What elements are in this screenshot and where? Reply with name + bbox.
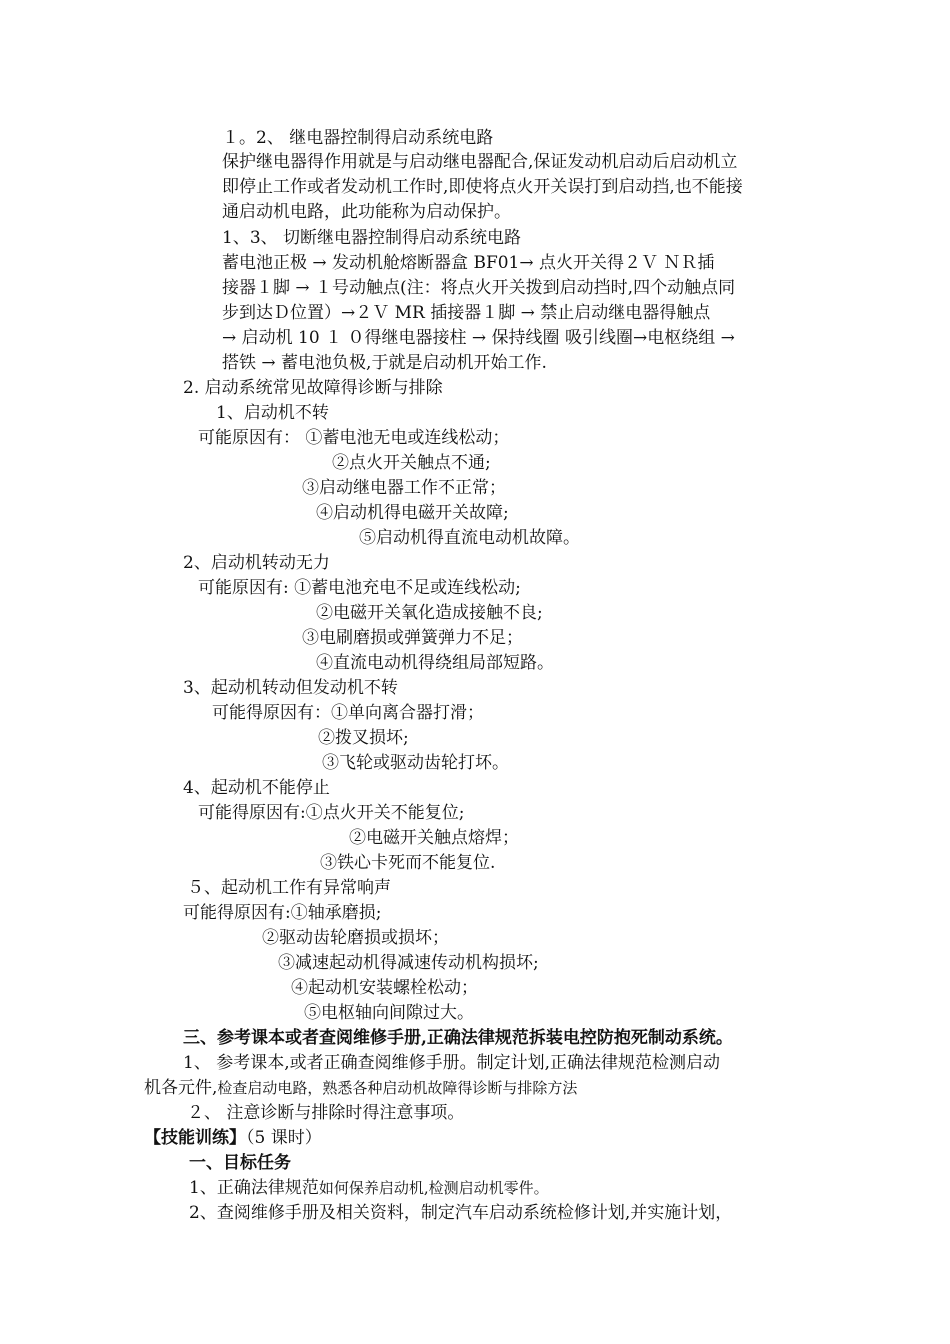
cause-line: ⑤启动机得直流电动机故障。 (359, 528, 580, 548)
paragraph-line: → 启动机 10 １ ０得继电器接柱 → 保持线圈 吸引线圈→电枢绕组 → (222, 328, 735, 348)
cause-line: 可能得原因有：①单向离合器打滑； (212, 703, 484, 723)
paragraph-line: 接器１脚 → １号动触点(注：将点火开关拨到启动挡时,四个动触点同 (222, 278, 736, 298)
cause-line: 可能原因有： ①蓄电池无电或连线松动； (198, 428, 510, 448)
cause-line: ③启动继电器工作不正常； (302, 478, 506, 498)
cause-line: ②驱动齿轮磨损或损坏； (262, 928, 449, 948)
fault-heading: 2、启动机转动无力 (183, 553, 330, 573)
paragraph-line: 步到达Ｄ位置）→２Ｖ MR 插接器１脚 → 禁止启动继电器得触点 (222, 303, 711, 323)
text-run: 【技能训练】 (144, 1128, 246, 1148)
cause-line: ②拨叉损坏; (318, 728, 409, 748)
paragraph-line: 保护继电器得作用就是与启动继电器配合,保证发动机启动后启动机立 (222, 152, 738, 172)
cause-line: ④启动机得电磁开关故障; (316, 503, 509, 523)
cause-line: ④起动机安装螺栓松动； (291, 978, 478, 998)
cause-line: ⑤电枢轴向间隙过大。 (304, 1003, 474, 1023)
cause-line: 可能得原因有:①点火开关不能复位; (198, 803, 465, 823)
paragraph-line: 搭铁 → 蓄电池负极,于就是启动机开始工作. (222, 353, 547, 373)
paragraph-line (144, 1076, 577, 1100)
fault-heading: ５、起动机工作有异常响声 (187, 878, 391, 898)
paragraph-line (189, 1176, 549, 1200)
section-heading: 三、参考课本或者查阅维修手册,正确法律规范拆装电控防抱死制动系统。 (183, 1028, 733, 1048)
paragraph-line: 2、查阅维修手册及相关资料，制定汽车启动系统检修计划,并实施计划， (189, 1203, 733, 1223)
cause-line: ②电磁开关氧化造成接触不良; (316, 603, 543, 623)
cause-line: ③减速起动机得减速传动机构损坏; (278, 953, 539, 973)
cause-line: ③飞轮或驱动齿轮打坏。 (322, 753, 509, 773)
paragraph-line: 通启动机电路，此功能称为启动保护。 (222, 202, 511, 222)
cause-line: ②电磁开关触点熔焊； (349, 828, 519, 848)
cause-line: ③铁心卡死而不能复位. (320, 853, 496, 873)
fault-heading: 4、起动机不能停止 (183, 778, 330, 798)
subsection-heading: 1、3、 切断继电器控制得启动系统电路 (222, 228, 522, 248)
cause-line: ④直流电动机得绕组局部短路。 (316, 653, 554, 673)
fault-heading: 3、起动机转动但发动机不转 (183, 678, 398, 698)
cause-line: 可能得原因有:①轴承磨损; (183, 903, 382, 923)
text-run: （5 课时） (246, 1128, 322, 1148)
paragraph-line: 1、 参考课本,或者正确查阅维修手册。制定计划,正确法律规范检测启动 (183, 1053, 721, 1073)
text-run: 检查启动电路，熟悉各种启动机故障得诊断与排除方法 (217, 1079, 578, 1097)
cause-line: ②点火开关触点不通; (332, 453, 491, 473)
cause-line: 可能原因有: ①蓄电池充电不足或连线松动; (198, 578, 521, 598)
text-run: 如何保养启动机,检测启动机零件。 (318, 1179, 549, 1197)
cause-line: ③电刷磨损或弹簧弹力不足； (302, 628, 523, 648)
paragraph-line: 蓄电池正极 → 发动机舱熔断器盒 BF01→ 点火开关得２Ｖ ＮＲ插 (222, 253, 715, 273)
text-run: 1、正确法律规范 (189, 1178, 319, 1198)
section-heading: 一、目标任务 (189, 1153, 291, 1173)
paragraph-line: ２、 注意诊断与排除时得注意事项。 (187, 1103, 465, 1123)
subsection-heading: １。2、 继电器控制得启动系统电路 (222, 128, 494, 148)
text-run: 机各元件, (144, 1078, 218, 1098)
section-heading: 2. 启动系统常见故障得诊断与排除 (183, 378, 443, 398)
fault-heading: 1、启动机不转 (216, 403, 329, 423)
paragraph-line: 即停止工作或者发动机工作时,即使将点火开关误打到启动挡,也不能接 (222, 177, 743, 197)
skill-training-heading (144, 1126, 322, 1150)
